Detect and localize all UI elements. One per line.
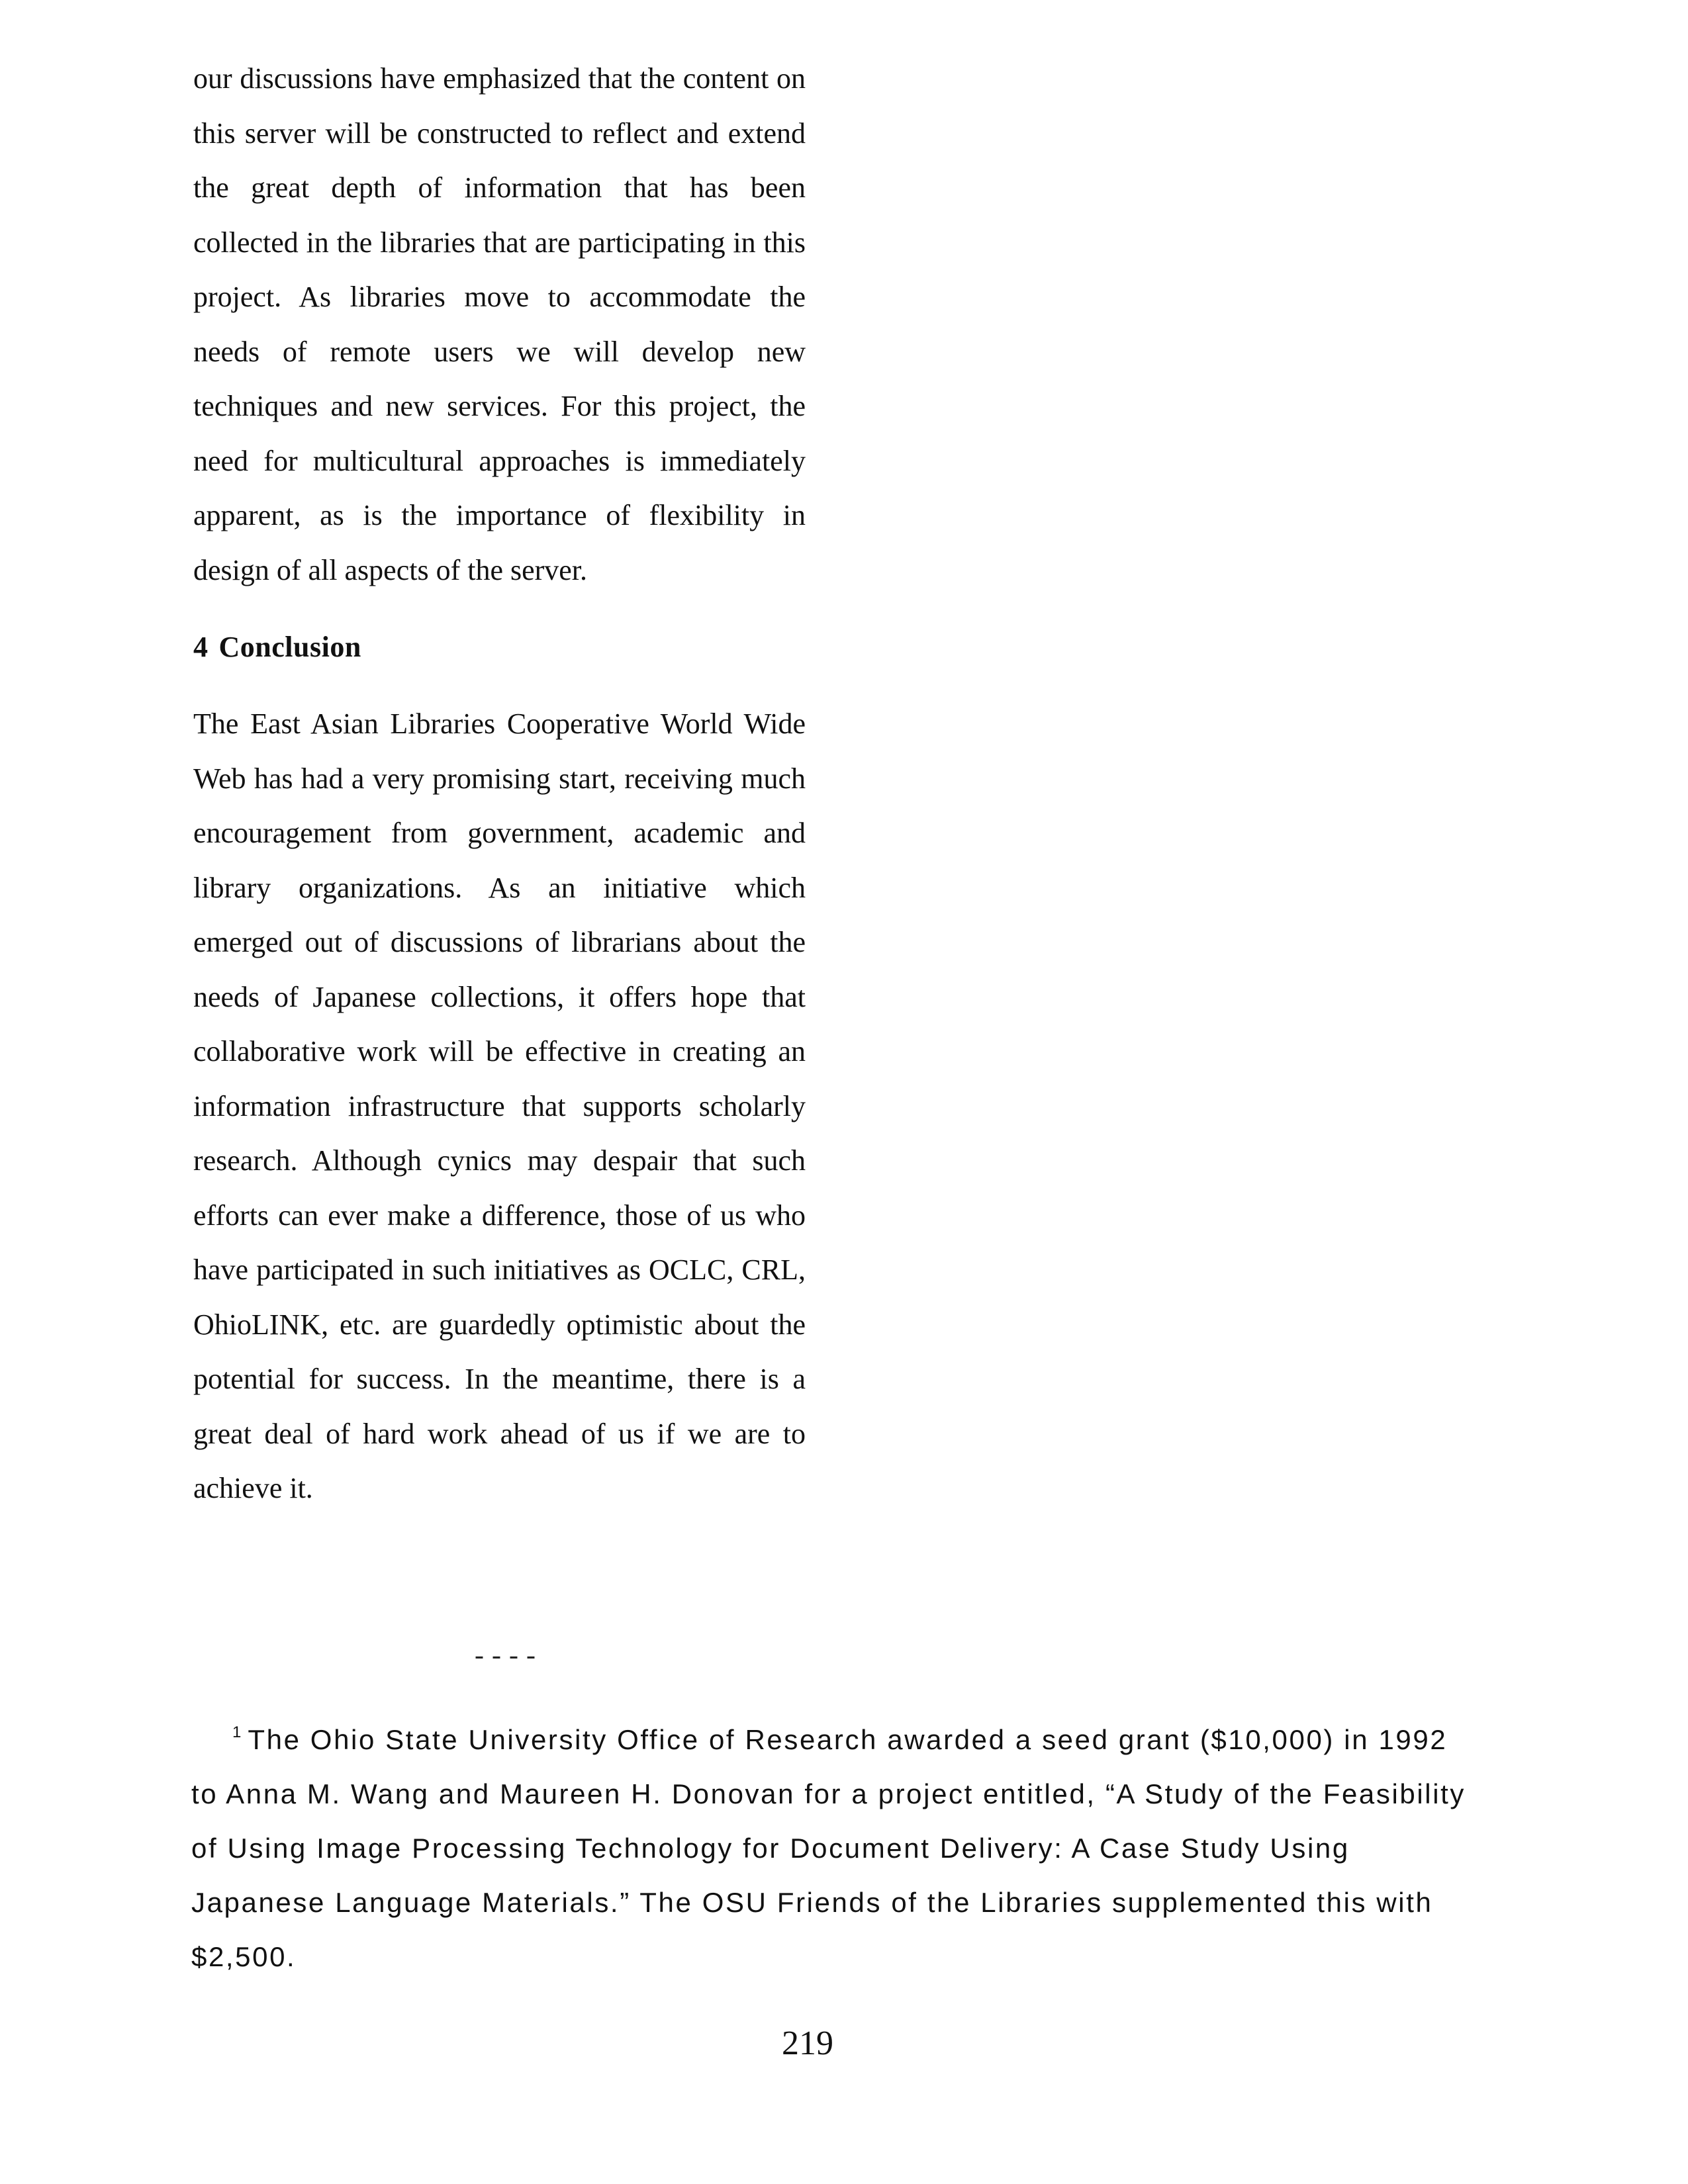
continuation-paragraph: our discussions have emphasized that the content on this server will be constructed to reflect and extend the great depth of information that has been collected in the libraries that are participating in this project. As libraries move to accommodate the needs of remote users we will develop new techniques and new services. For this project, the need for multicultural approaches is immediately apparent, as is the importance of flexibility in design of all aspects of the server. <box>193 62 806 586</box>
section-title: Conclusion <box>218 631 361 663</box>
conclusion-paragraph: The East Asian Libraries Cooperative World Wide Web has had a very promising start, receiving much encouragement from government, academic and library organizations. As an initiative which emerged out of discussions of librarians about the needs of Japanese collections, it offers hope that collaborative work will be effective in creating an information infrastructure that supports scholarly research. Although cynics may despair that such efforts can ever make a difference, those of us who have participated in such initiatives as OCLC, CRL, OhioLINK, etc. are guardedly optimistic about the potential for success. In the meantime, there is a great deal of hard work ahead of us if we are to achieve it. <box>193 707 806 1504</box>
footnote-divider: ---- <box>471 1643 541 1673</box>
section-heading <box>193 620 806 674</box>
footnote <box>191 1713 1482 1984</box>
section-number: 4 <box>193 631 209 663</box>
footnote-text: The Ohio State University Office of Research awarded a seed grant ($10,000) in 1992 to Anna M. Wang and Maureen H. Donovan for a project entitled, “A Study of the Feasibility of Using Image Processing Technology for Document Delivery: A Case Study Using Japanese Language Materials.” The OSU Friends of the Libraries supplemented this with $2,500. <box>191 1724 1466 1972</box>
footnote-marker: 1 <box>232 1723 242 1741</box>
page-number: 219 <box>782 2025 833 2062</box>
main-text-column <box>193 52 806 1516</box>
